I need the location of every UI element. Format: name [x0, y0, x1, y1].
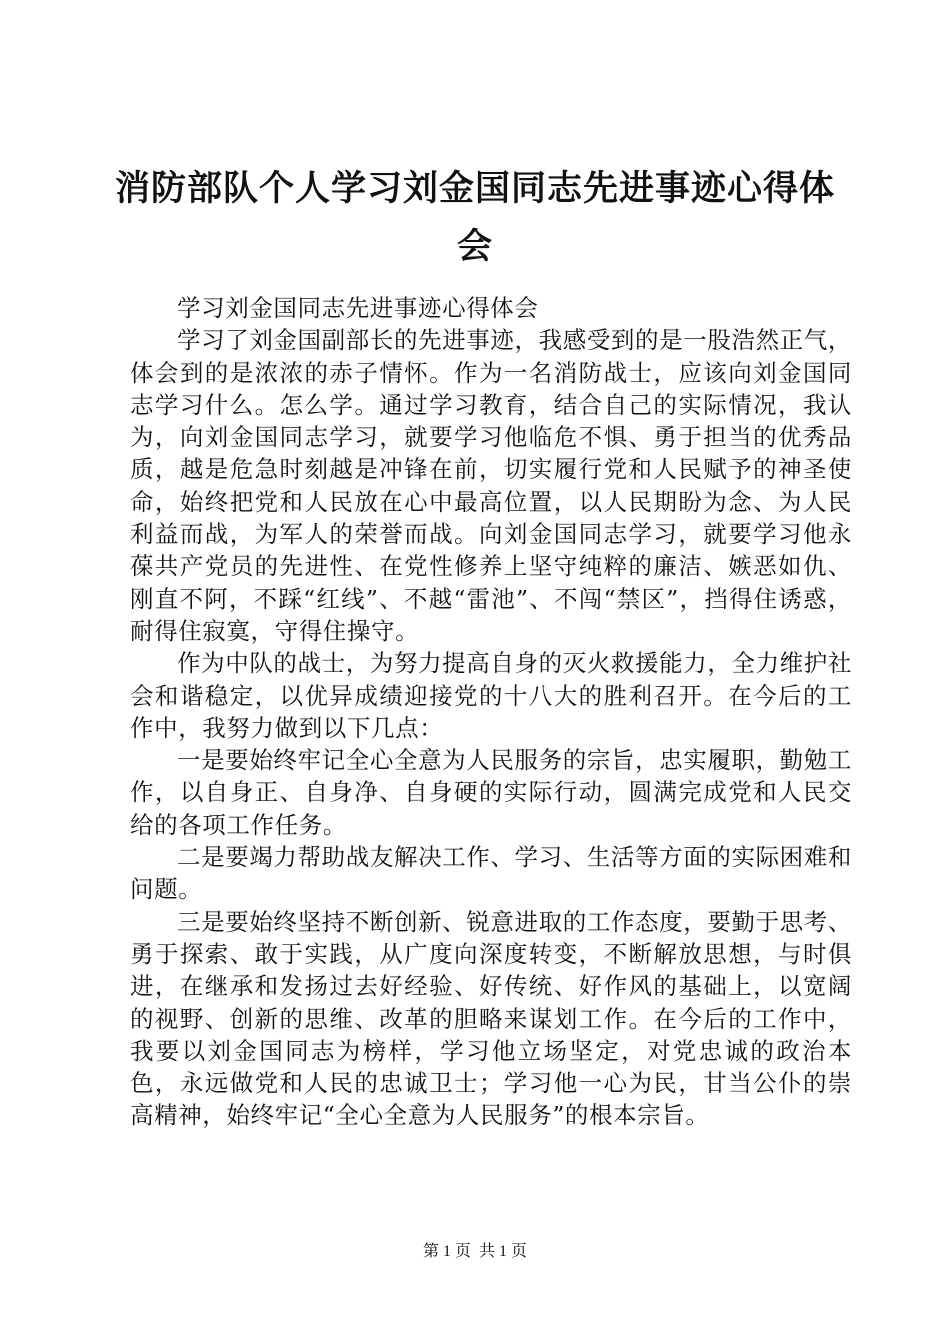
body-paragraph: 学习了刘金国副部长的先进事迹，我感受到的是一股浩然正气，体会到的是浓浓的赤子情怀。作为一名消防战士，应该向刘金国同志学习什么。怎么学。通过学习教育，结合自己的实际情况，我认为，向刘金国同志学习，就要学习他临危不惧、勇于担当的优秀品质，越是危急时刻越是冲锋在前，切实履行党和人民赋予的神圣使命，始终把党和人民放在心中最高位置，以人民期盼为念、为人民利益而战，为军人的荣誉而战。向刘金国同志学习，就要学习他永葆共产党员的先进性、在党性修养上坚守纯粹的廉洁、嫉恶如仇、刚直不阿，不踩“红线”、不越“雷池”、不闯“禁区”，挡得住诱惑，耐得住寂寞，守得住操守。: [130, 326, 852, 645]
subtitle-paragraph: 学习刘金国同志先进事迹心得体会: [177, 294, 539, 322]
body-paragraph: 三是要始终坚持不断创新、锐意进取的工作态度，要勤于思考、勇于探索、敢于实践，从广度向深度转变，不断解放思想，与时俱进，在继承和发扬过去好经验、好传统、好作风的基础上，以宽阔的视野、创新的思维、改革的胆略来谋划工作。在今后的工作中，我要以刘金国同志为榜样，学习他立场坚定，对党忠诚的政治本色，永远做党和人民的忠诚卫士；学习他一心为民，甘当公仆的崇高精神，始终牢记“全心全意为人民服务”的根本宗旨。: [130, 907, 852, 1130]
page-number: 第 1 页 共 1 页: [422, 1243, 527, 1260]
page-footer: [0, 1242, 950, 1262]
document-title: 消防部队个人学习刘金国同志先进事迹心得体会: [114, 168, 835, 267]
document-body: [130, 292, 852, 1132]
body-paragraph: 二是要竭力帮助战友解决工作、学习、生活等方面的实际困难和问题。: [130, 843, 852, 904]
body-paragraph: 作为中队的战士，为努力提高自身的灭火救援能力，全力维护社会和谐稳定，以优异成绩迎接党的十八大的胜利召开。在今后的工作中，我努力做到以下几点：: [130, 649, 852, 742]
body-paragraph: 一是要始终牢记全心全意为人民服务的宗旨，忠实履职，勤勉工作，以自身正、自身净、自身硬的实际行动，圆满完成党和人民交给的各项工作任务。: [130, 746, 852, 839]
